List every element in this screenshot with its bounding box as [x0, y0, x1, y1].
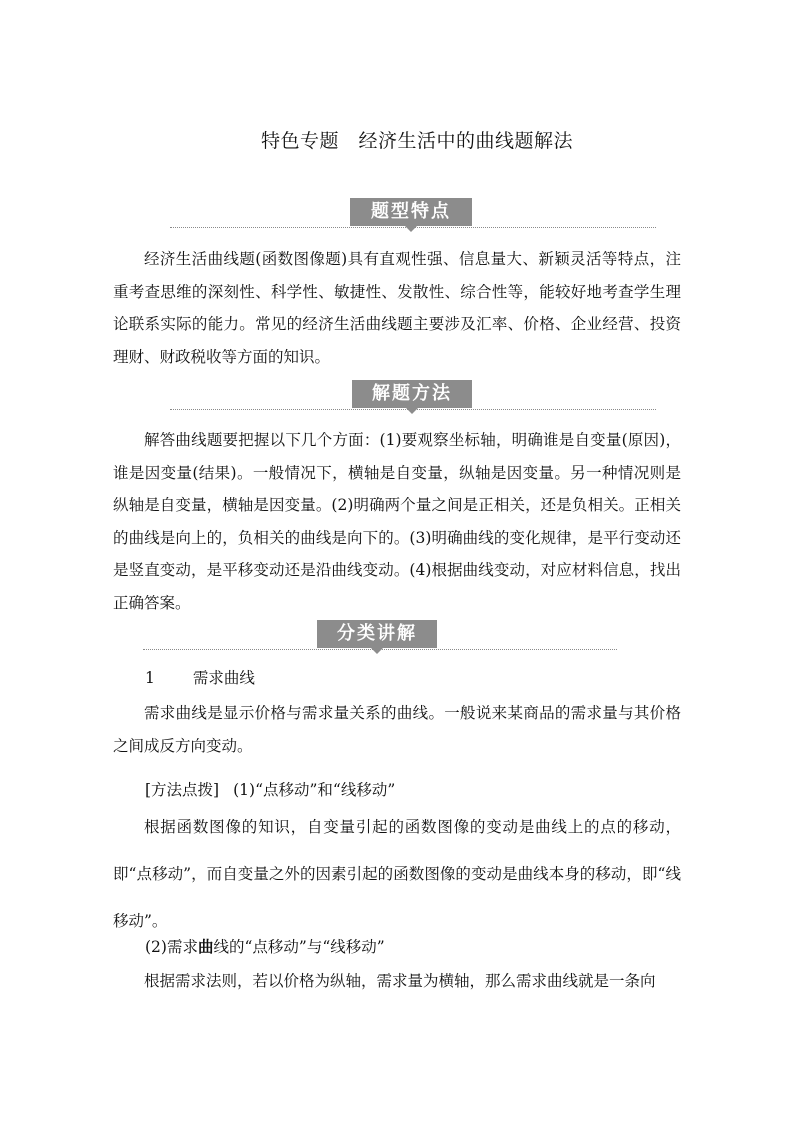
methods-paragraph: 解答曲线题要把握以下几个方面：(1)要观察坐标轴，明确谁是自变量(原因)，谁是因变量(结果)。一般情况下，横轴是自变量，纵轴是因变量。另一种情况则是纵轴是自变量，横轴是因变量。(2)明确两个量之间是正相关，还是负相关。正相关的曲线是向上的，负相关的曲线是向下的。(3)明确曲线的变化规律，是平行变动还是竖直变动，是平移变动还是沿曲线变动。(4)根据曲线变动，对应材料信息，找出正确答案。 [113, 431, 681, 612]
section-badge: 分类讲解 [317, 620, 437, 648]
sub-heading-bold: 曲 [197, 937, 214, 956]
method-heading [145, 778, 395, 802]
section-header-methods [0, 380, 794, 414]
features-paragraph: 经济生活曲线题(函数图像题)具有直观性强、信息量大、新颖灵活等特点，注重考查思维的深刻性、科学性、敏捷性、发散性、综合性等，能较好地考查学生理论联系实际的能力。常见的经济生活曲线题主要涉及汇率、价格、企业经营、投资理财、财政税收等方面的知识。 [113, 250, 681, 366]
method-title: (1)“点移动”和“线移动” [233, 781, 396, 799]
method-paragraph: 根据函数图像的知识，自变量引起的函数图像的变动是曲线上的点的移动，即“点移动”，而自变量之外的因素引起的函数图像的变动是曲线本身的移动，即“线移动”。 [113, 818, 681, 930]
sub-heading [145, 935, 385, 959]
page-title: 特色专题 经济生活中的曲线题解法 [260, 130, 573, 152]
section-header-classified [0, 620, 794, 654]
sub-heading-prefix: (2)需求 [145, 938, 198, 956]
section-badge: 题型特点 [350, 198, 472, 226]
item-number: 1 [145, 669, 155, 687]
section-header-features [0, 198, 794, 232]
section-badge: 解题方法 [352, 380, 472, 408]
item-heading [145, 666, 255, 690]
method-label: [方法点拨] [145, 781, 220, 799]
demand-law-paragraph: 根据需求法则，若以价格为纵轴，需求量为横轴，那么需求曲线就是一条向 [144, 972, 656, 990]
sub-heading-suffix: 线的“点移动”与“线移动” [213, 938, 385, 956]
demand-intro-paragraph: 需求曲线是显示价格与需求量关系的曲线。一般说来某商品的需求量与其价格之间成反方向变动。 [113, 704, 681, 755]
item-title: 需求曲线 [192, 669, 255, 687]
